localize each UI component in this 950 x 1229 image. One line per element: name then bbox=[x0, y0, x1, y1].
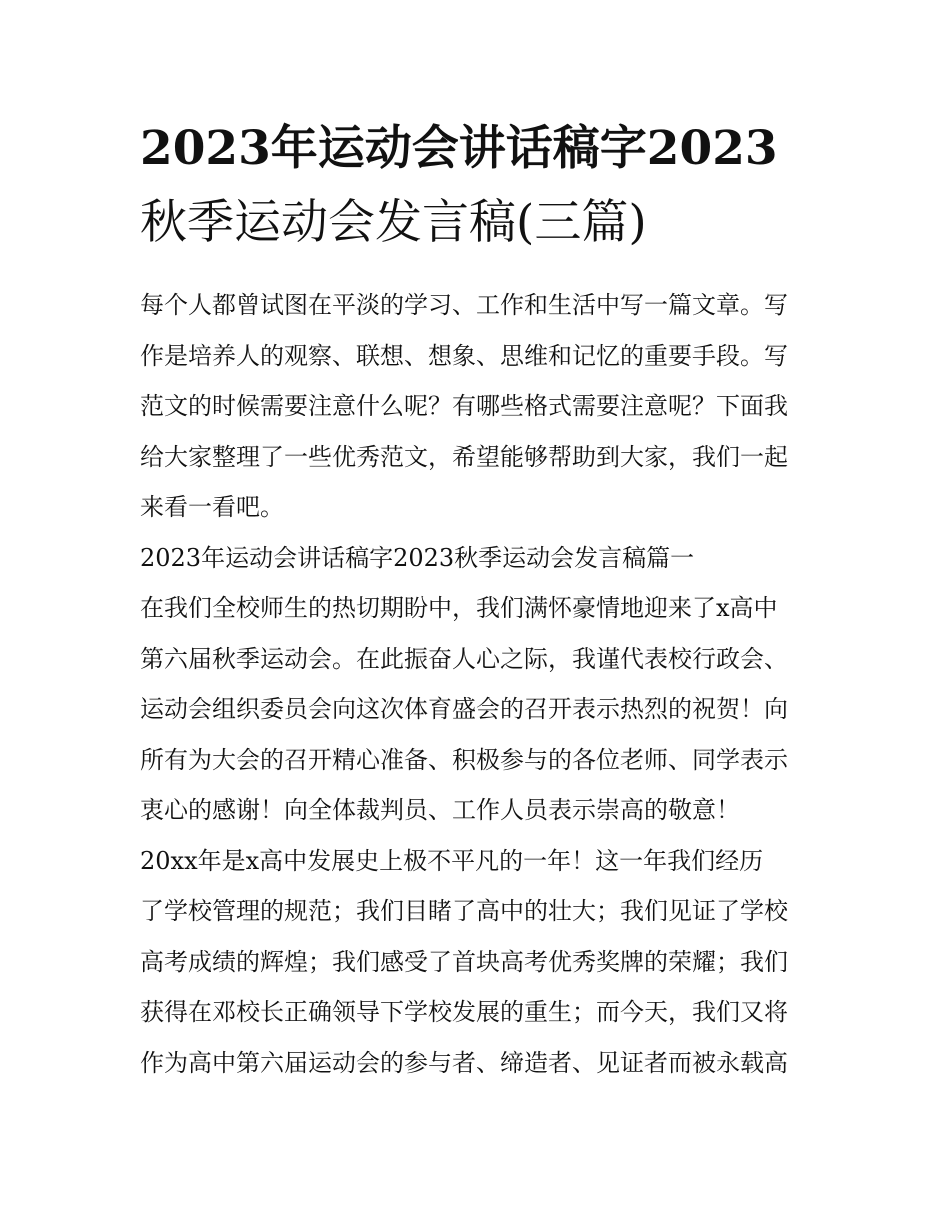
text-line: 来看一看吧。 bbox=[140, 493, 284, 521]
text-line: 给大家整理了一些优秀范文，希望能够帮助到大家，我们一起 bbox=[140, 442, 788, 471]
title-line-1: 2023年运动会讲话稿字2023 bbox=[140, 121, 778, 176]
text-line: 了学校管理的规范；我们目睹了高中的壮大；我们见证了学校 bbox=[140, 897, 788, 925]
text-line: 在我们全校师生的热切期盼中，我们满怀豪情地迎来了x高中 bbox=[140, 594, 778, 622]
text-line: 范文的时候需要注意什么呢？有哪些格式需要注意呢？下面我 bbox=[140, 392, 788, 420]
text-line: 20xx年是x高中发展史上极不平凡的一年！这一年我们经历 bbox=[140, 846, 764, 875]
text-line: 每个人都曾试图在平淡的学习、工作和生活中写一篇文章。写 bbox=[140, 291, 788, 319]
text-line: 高考成绩的辉煌；我们感受了首块高考优秀奖牌的荣耀；我们 bbox=[140, 947, 788, 976]
text-line: 作为高中第六届运动会的参与者、缔造者、见证者而被永载高 bbox=[140, 1048, 788, 1077]
text-line: 第六届秋季运动会。在此振奋人心之际，我谨代表校行政会、 bbox=[140, 644, 788, 673]
text-line: 作是培养人的观察、联想、想象、思维和记忆的重要手段。写 bbox=[140, 341, 788, 370]
text-line: 衷心的感谢！向全体裁判员、工作人员表示崇高的敬意！ bbox=[140, 796, 740, 824]
section-heading: 2023年运动会讲话稿字2023秋季运动会发言稿篇一 bbox=[140, 543, 695, 572]
document-title bbox=[140, 112, 820, 260]
text-line: 运动会组织委员会向这次体育盛会的召开表示热烈的祝贺！向 bbox=[140, 695, 788, 723]
document-body bbox=[140, 280, 820, 1088]
title-line-2: 秋季运动会发言稿(三篇) bbox=[140, 195, 647, 250]
text-line: 所有为大会的召开精心准备、积极参与的各位老师、同学表示 bbox=[140, 745, 788, 774]
text-line: 获得在邓校长正确领导下学校发展的重生；而今天，我们又将 bbox=[140, 998, 788, 1026]
